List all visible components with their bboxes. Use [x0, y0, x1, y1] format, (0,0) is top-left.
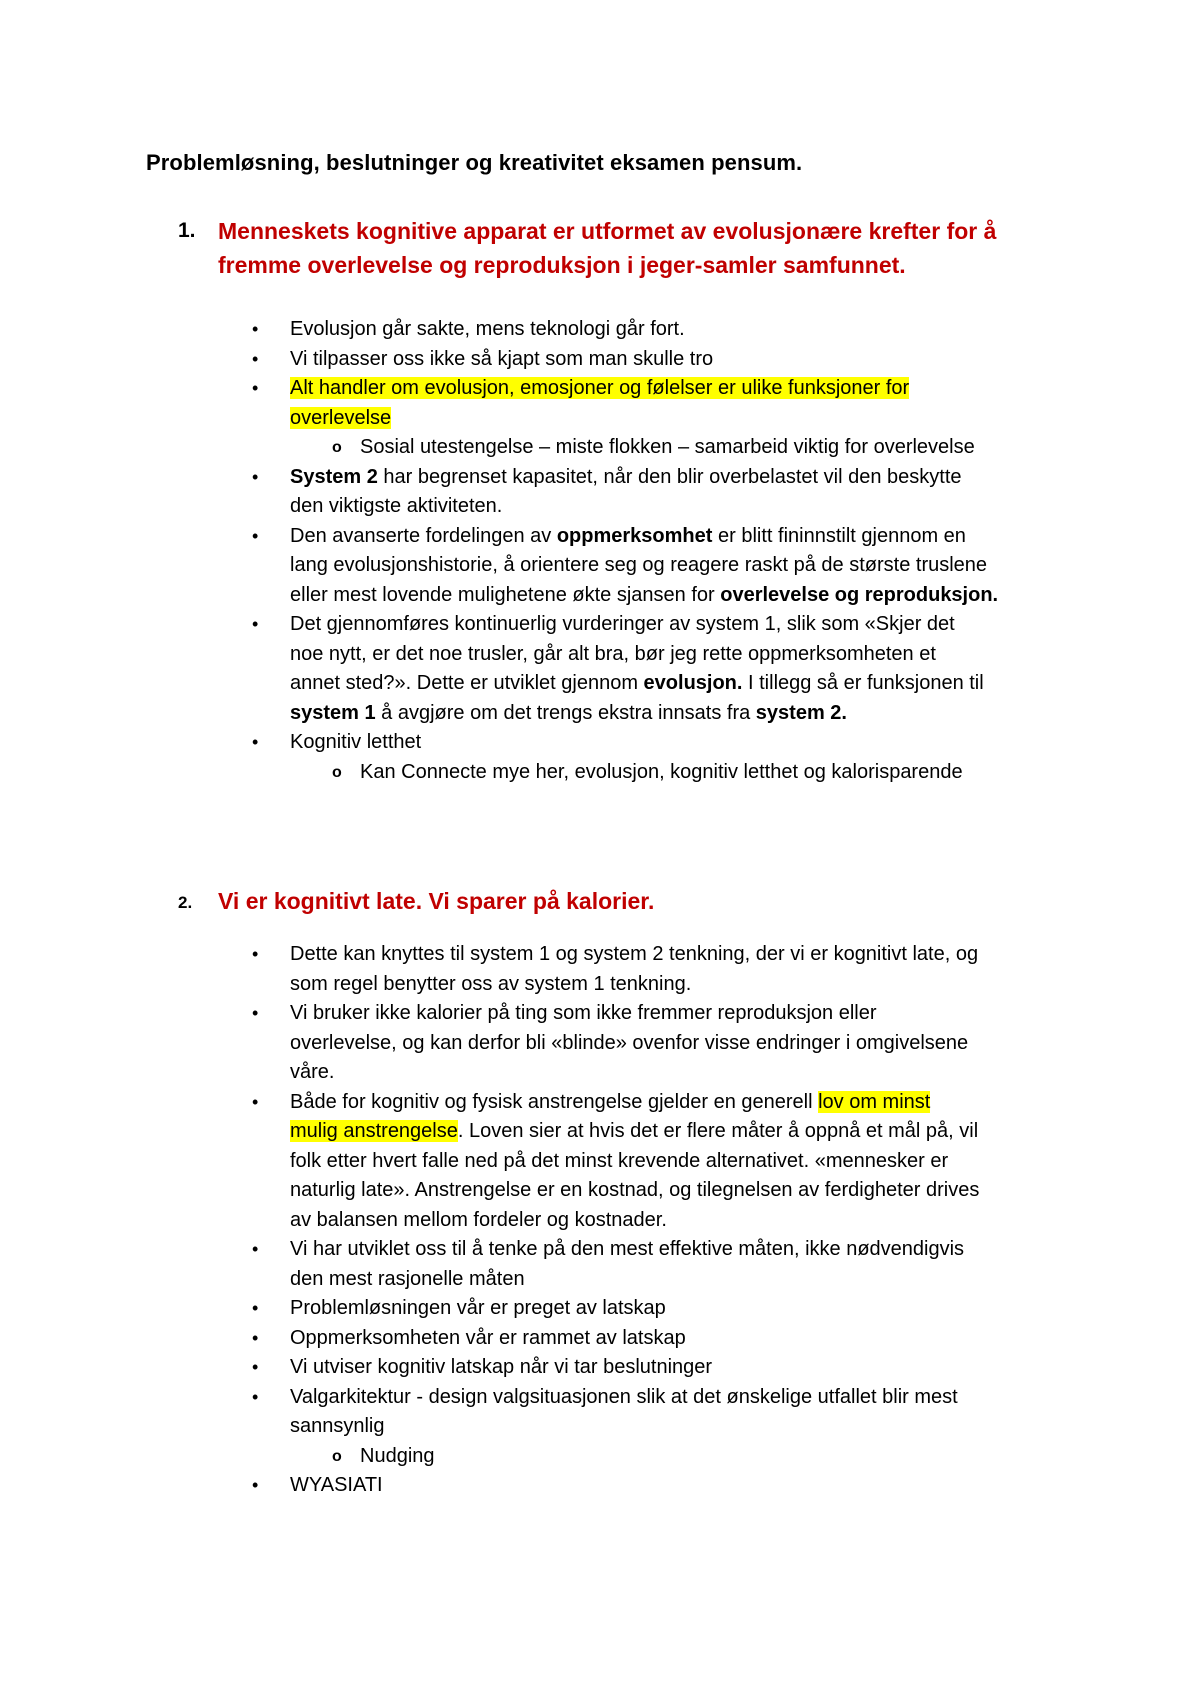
- list-item-text: eller mest lovende mulighetene økte sjansen for: [290, 583, 721, 606]
- bullet-icon: •: [252, 1003, 259, 1023]
- bullet-icon: •: [252, 525, 259, 546]
- bold-text: system 2.: [755, 701, 847, 724]
- list-item-text: overlevelse, og kan derfor bli «blinde» ovenfor visse endringer i omgivelsene: [290, 1031, 969, 1054]
- list-item-text: som regel benytter oss av system 1 tenkning.: [290, 972, 692, 995]
- list-item: [250, 610, 1080, 728]
- list-item-text: Sosial utestengelse – miste flokken – samarbeid viktig for overlevelse: [360, 436, 975, 458]
- list-item-text: Valgarkitektur - design valgsituasjonen slik at det ønskelige utfallet blir mest: [290, 1385, 958, 1408]
- list-item-text: Kognitiv letthet: [290, 731, 422, 753]
- list-item-text: av balansen mellom fordeler og kostnader.: [290, 1208, 667, 1231]
- list-item-text: I tillegg så er funksjonen til: [742, 672, 984, 694]
- list-item: [250, 1471, 1080, 1501]
- list-item-text: våre.: [290, 1061, 335, 1083]
- list-item: [250, 315, 1080, 345]
- bullet-icon: •: [252, 319, 259, 339]
- list-item: [250, 1235, 1080, 1294]
- list-item-text: Både for kognitiv og fysisk anstrengelse gjelder en generell: [290, 1090, 819, 1113]
- list-item: [250, 1088, 1080, 1236]
- bullet-icon: •: [252, 348, 259, 369]
- list-item-text: Oppmerksomheten vår er rammet av latskap: [290, 1326, 686, 1349]
- section-1-list: [250, 315, 1080, 787]
- list-item-text: noe nytt, er det noe trusler, går alt bra, bør jeg rette oppmerksomheten et: [290, 642, 936, 665]
- sub-list-item: [250, 758, 1080, 788]
- bullet-icon: •: [252, 1298, 259, 1318]
- sub-bullet-icon: o: [332, 763, 342, 781]
- section-1-number: 1.: [178, 219, 196, 242]
- section-1-heading-line-1: Menneskets kognitive apparat er utformet av evolusjonære krefter for å: [218, 218, 997, 244]
- bullet-icon: •: [252, 1386, 259, 1407]
- bullet-icon: •: [252, 1091, 259, 1112]
- list-item-text: Evolusjon går sakte, mens teknologi går fort.: [290, 318, 685, 340]
- list-item: [250, 1383, 1080, 1442]
- section-2-number: 2.: [178, 893, 193, 912]
- list-item-text: den viktigste aktiviteten.: [290, 495, 503, 517]
- bullet-icon: •: [252, 466, 259, 487]
- list-item-text: Vi har utviklet oss til å tenke på den mest effektive måten, ikke nødvendigvis: [290, 1238, 965, 1260]
- highlighted-text: Alt handler om evolusjon, emosjoner og følelser er ulike funksjoner for: [290, 377, 910, 399]
- list-item: [250, 1294, 1080, 1324]
- section-2-heading-text: Vi er kognitivt late. Vi sparer på kalorier.: [218, 888, 655, 914]
- list-item: [250, 463, 1080, 522]
- bullet-icon: •: [252, 1357, 259, 1377]
- highlighted-text: overlevelse: [290, 406, 392, 429]
- list-item: [250, 374, 1080, 433]
- list-item-text: sannsynlig: [290, 1415, 385, 1437]
- section-1-heading-text: [218, 214, 1058, 282]
- list-item-text: naturlig late». Anstrengelse er en kostnad, og tilegnelsen av ferdigheter drives: [290, 1179, 980, 1201]
- list-item: [250, 1353, 1080, 1383]
- highlighted-text: mulig anstrengelse: [290, 1120, 458, 1142]
- bold-text: evolusjon.: [643, 672, 743, 694]
- list-item: [250, 345, 1080, 375]
- highlighted-text: lov om minst: [818, 1090, 931, 1113]
- bold-text: overlevelse og reproduksjon.: [720, 583, 999, 606]
- list-item-text: har begrenset kapasitet, når den blir overbelastet vil den beskytte: [377, 465, 962, 488]
- list-item-text: Det gjennomføres kontinuerlig vurderinger av system 1, slik som «Skjer det: [290, 613, 955, 635]
- bullet-icon: •: [252, 378, 259, 398]
- list-item-text: WYASIATI: [290, 1474, 383, 1496]
- list-item-text: Vi tilpasser oss ikke så kjapt som man skulle tro: [290, 347, 714, 370]
- list-item: [250, 999, 1080, 1088]
- bullet-icon: •: [252, 1239, 259, 1259]
- section-2-list: [250, 940, 1080, 1501]
- bold-text: system 1: [290, 701, 376, 724]
- list-item-text: er blitt fininnstilt gjennom en: [712, 524, 966, 547]
- bullet-icon: •: [252, 614, 259, 634]
- list-item-text: Problemløsningen vår er preget av latskap: [290, 1297, 666, 1319]
- bullet-icon: •: [252, 944, 259, 964]
- bold-text: System 2: [290, 465, 378, 488]
- list-item: [250, 522, 1080, 611]
- section-1-heading-line-2: fremme overlevelse og reproduksjon i jeger-samler samfunnet.: [218, 252, 906, 278]
- list-item-text: den mest rasjonelle måten: [290, 1267, 525, 1290]
- list-item-text: lang evolusjonshistorie, å orientere seg og reagere raskt på de største truslene: [290, 554, 988, 576]
- bullet-icon: •: [252, 732, 259, 752]
- list-item: [250, 1324, 1080, 1354]
- list-item-text: folk etter hvert falle ned på det minst krevende alternativet. «mennesker er: [290, 1149, 949, 1172]
- list-item: [250, 940, 1080, 999]
- sub-bullet-icon: o: [332, 1447, 342, 1465]
- sub-bullet-icon: o: [332, 439, 342, 456]
- list-item-text: Den avanserte fordelingen av: [290, 524, 557, 547]
- list-item-text: Vi utviser kognitiv latskap når vi tar beslutninger: [290, 1356, 713, 1378]
- list-item-text: Nudging: [360, 1444, 435, 1467]
- bullet-icon: •: [252, 1327, 259, 1348]
- sub-list-item: [250, 1442, 1080, 1472]
- list-item-text: å avgjøre om det trengs ekstra innsats fra: [375, 701, 756, 724]
- list-item-text: Kan Connecte mye her, evolusjon, kognitiv letthet og kalorisparende: [360, 760, 963, 783]
- sub-list-item: [250, 433, 1080, 463]
- document-title: Problemløsning, beslutninger og kreativitet eksamen pensum.: [146, 150, 803, 175]
- list-item-text: Vi bruker ikke kalorier på ting som ikke fremmer reproduksjon eller: [290, 1002, 877, 1024]
- list-item: [250, 728, 1080, 758]
- bold-text: oppmerksomhet: [556, 524, 713, 547]
- list-item-text: . Loven sier at hvis det er flere måter å oppnå et mål på, vil: [457, 1120, 979, 1142]
- bullet-icon: •: [252, 1475, 259, 1495]
- list-item-text: annet sted?». Dette er utviklet gjennom: [290, 672, 644, 694]
- list-item-text: Dette kan knyttes til system 1 og system 2 tenkning, der vi er kognitivt late, og: [290, 943, 979, 965]
